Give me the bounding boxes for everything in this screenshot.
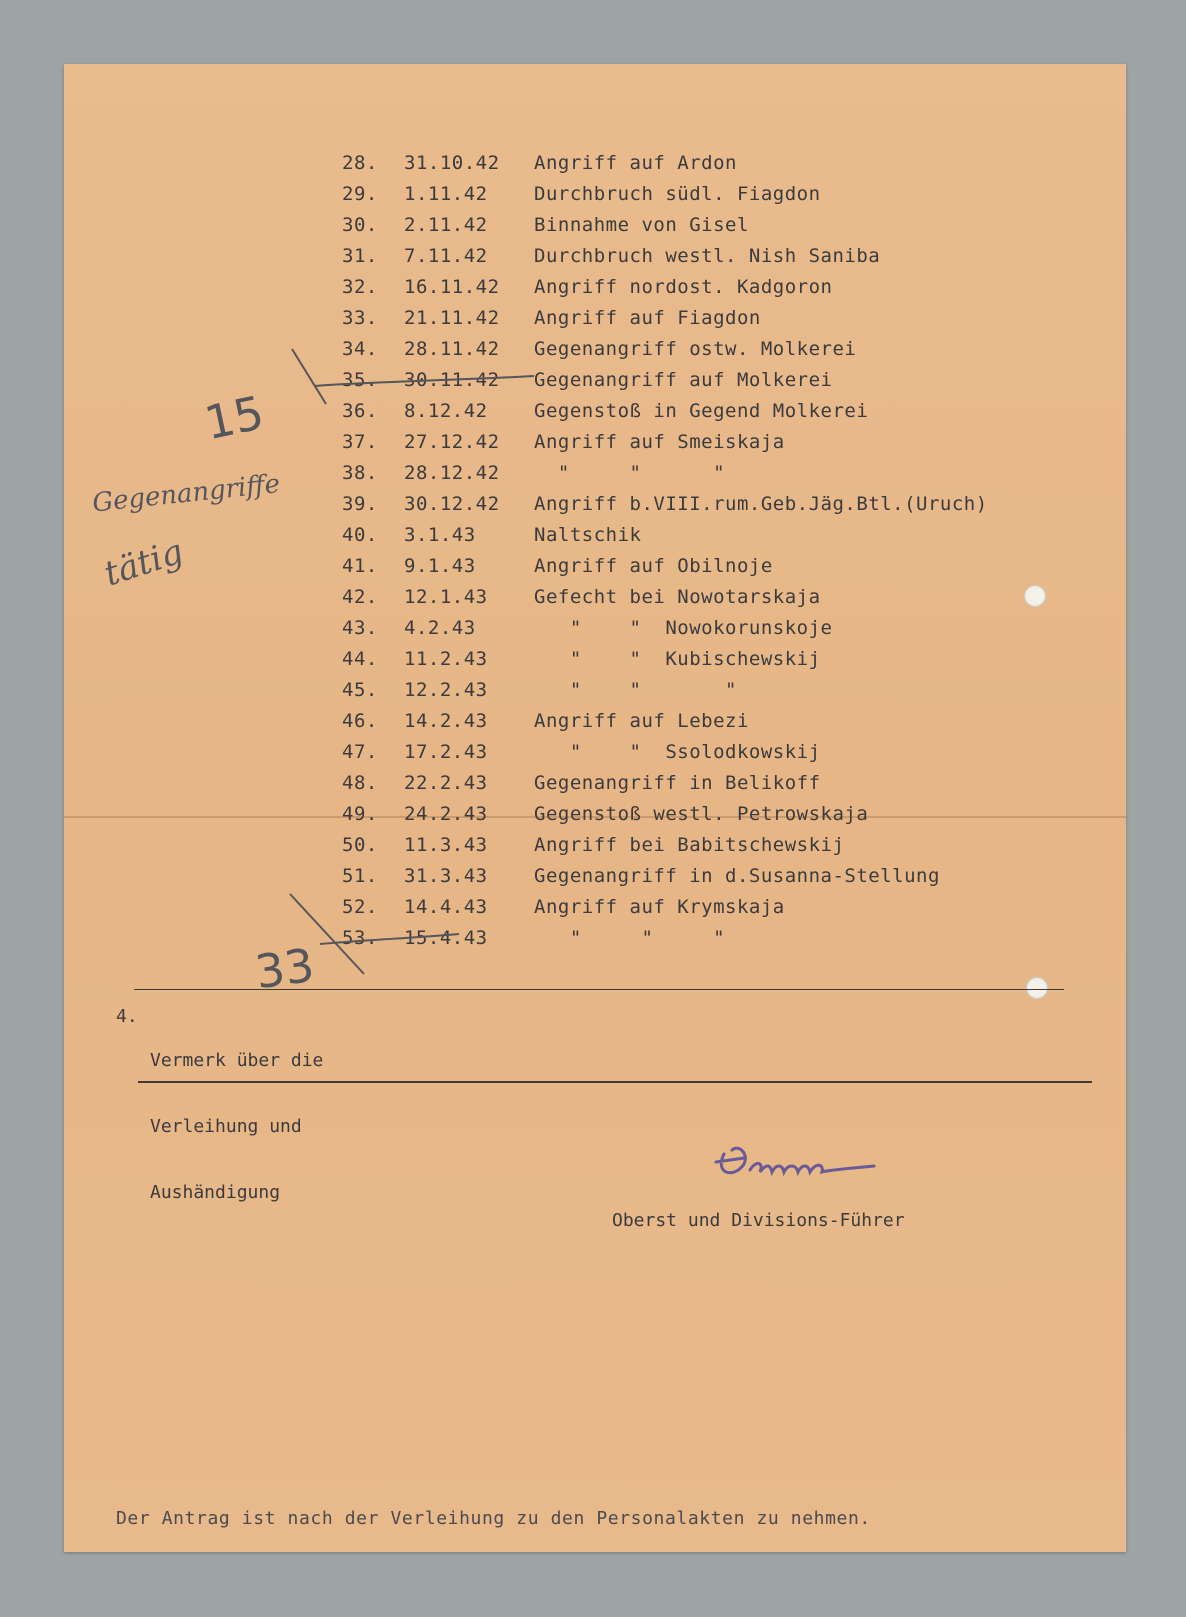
entry-date: 7.11.42 bbox=[404, 245, 488, 267]
entry-number: 38. bbox=[342, 462, 378, 484]
entry-action: Gegenangriff auf Molkerei bbox=[534, 369, 833, 391]
entry-number: 31. bbox=[342, 245, 378, 267]
entry-number: 33. bbox=[342, 307, 378, 329]
entry-action: Gegenstoß in Gegend Molkerei bbox=[534, 400, 869, 422]
entry-action: Binnahme von Gisel bbox=[534, 214, 749, 236]
entry-action: " " Kubischewskij bbox=[534, 648, 821, 670]
entry-action: " " " bbox=[534, 927, 726, 949]
entry-number: 41. bbox=[342, 555, 378, 577]
margin-note-line1: Gegenangriffe bbox=[90, 469, 282, 519]
entry-action: Gegenangriff in d.Susanna-Stellung bbox=[534, 865, 940, 887]
entry-action: Durchbruch westl. Nish Saniba bbox=[534, 245, 881, 267]
entry-number: 45. bbox=[342, 679, 378, 701]
pencil-annotations bbox=[64, 64, 1126, 1552]
entry-action: Durchbruch südl. Fiagdon bbox=[534, 183, 821, 205]
entry-date: 1.11.42 bbox=[404, 183, 488, 205]
entry-date: 30.12.42 bbox=[404, 493, 500, 515]
footer-note: Der Antrag ist nach der Verleihung zu den Personalakten zu nehmen. bbox=[116, 1508, 871, 1529]
document-sheet bbox=[64, 64, 1126, 1552]
count-upper: 15 bbox=[199, 385, 269, 451]
entry-date: 11.3.43 bbox=[404, 834, 488, 856]
entry-date: 31.3.43 bbox=[404, 865, 488, 887]
entry-action: " " Ssolodkowskij bbox=[534, 741, 821, 763]
section-number: 4. bbox=[116, 1006, 138, 1027]
entry-action: " " Nowokorunskoje bbox=[534, 617, 833, 639]
entry-date: 15.4.43 bbox=[404, 927, 488, 949]
entry-date: 16.11.42 bbox=[404, 276, 500, 298]
entry-date: 14.2.43 bbox=[404, 710, 488, 732]
entry-date: 28.12.42 bbox=[404, 462, 500, 484]
entry-date: 27.12.42 bbox=[404, 431, 500, 453]
entry-number: 47. bbox=[342, 741, 378, 763]
entry-date: 3.1.43 bbox=[404, 524, 476, 546]
entry-number: 28. bbox=[342, 152, 378, 174]
entry-date: 17.2.43 bbox=[404, 741, 488, 763]
entry-action: Angriff b.VIII.rum.Geb.Jäg.Btl.(Uruch) bbox=[534, 493, 988, 515]
entry-number: 37. bbox=[342, 431, 378, 453]
entry-number: 29. bbox=[342, 183, 378, 205]
entry-number: 36. bbox=[342, 400, 378, 422]
entry-number: 42. bbox=[342, 586, 378, 608]
entry-action: Angriff nordost. Kadgoron bbox=[534, 276, 833, 298]
entry-number: 34. bbox=[342, 338, 378, 360]
entry-number: 35. bbox=[342, 369, 378, 391]
count-lower: 33 bbox=[251, 937, 318, 1000]
entry-date: 30.11.42 bbox=[404, 369, 500, 391]
margin-note-line2: tätig bbox=[99, 531, 189, 595]
entry-date: 12.2.43 bbox=[404, 679, 488, 701]
entry-action: Gefecht bei Nowotarskaja bbox=[534, 586, 821, 608]
section-line: Verleihung und bbox=[150, 1116, 302, 1137]
entry-date: 22.2.43 bbox=[404, 772, 488, 794]
entry-number: 48. bbox=[342, 772, 378, 794]
entry-number: 30. bbox=[342, 214, 378, 236]
entry-action: Angriff auf Lebezi bbox=[534, 710, 749, 732]
entry-number: 46. bbox=[342, 710, 378, 732]
entry-number: 44. bbox=[342, 648, 378, 670]
entry-date: 9.1.43 bbox=[404, 555, 476, 577]
entry-number: 52. bbox=[342, 896, 378, 918]
entry-action: Angriff auf Obilnoje bbox=[534, 555, 773, 577]
entry-date: 21.11.42 bbox=[404, 307, 500, 329]
entry-action: " " " bbox=[534, 462, 726, 484]
entry-number: 50. bbox=[342, 834, 378, 856]
entry-action: Angriff auf Ardon bbox=[534, 152, 737, 174]
entry-number: 49. bbox=[342, 803, 378, 825]
entry-number: 53. bbox=[342, 927, 378, 949]
entry-date: 2.11.42 bbox=[404, 214, 488, 236]
entry-action: Angriff bei Babitschewskij bbox=[534, 834, 845, 856]
entry-action: Angriff auf Smeiskaja bbox=[534, 431, 785, 453]
section-line: Vermerk über die bbox=[150, 1050, 324, 1071]
entry-date: 12.1.43 bbox=[404, 586, 488, 608]
entry-action: Gegenstoß westl. Petrowskaja bbox=[534, 803, 869, 825]
entry-action: Naltschik bbox=[534, 524, 642, 546]
section-line: Aushändigung bbox=[150, 1182, 281, 1203]
entry-action: " " " bbox=[534, 679, 737, 701]
entry-action: Gegenangriff in Belikoff bbox=[534, 772, 821, 794]
entry-date: 8.12.42 bbox=[404, 400, 488, 422]
entry-date: 4.2.43 bbox=[404, 617, 476, 639]
entry-number: 32. bbox=[342, 276, 378, 298]
entry-number: 51. bbox=[342, 865, 378, 887]
entry-action: Gegenangriff ostw. Molkerei bbox=[534, 338, 857, 360]
entry-date: 31.10.42 bbox=[404, 152, 500, 174]
entry-action: Angriff auf Fiagdon bbox=[534, 307, 761, 329]
entry-date: 11.2.43 bbox=[404, 648, 488, 670]
entry-date: 28.11.42 bbox=[404, 338, 500, 360]
entry-number: 43. bbox=[342, 617, 378, 639]
signature-caption: Oberst und Divisions-Führer bbox=[612, 1210, 905, 1231]
entry-number: 39. bbox=[342, 493, 378, 515]
entry-number: 40. bbox=[342, 524, 378, 546]
entry-date: 24.2.43 bbox=[404, 803, 488, 825]
entry-date: 14.4.43 bbox=[404, 896, 488, 918]
entry-action: Angriff auf Krymskaja bbox=[534, 896, 785, 918]
